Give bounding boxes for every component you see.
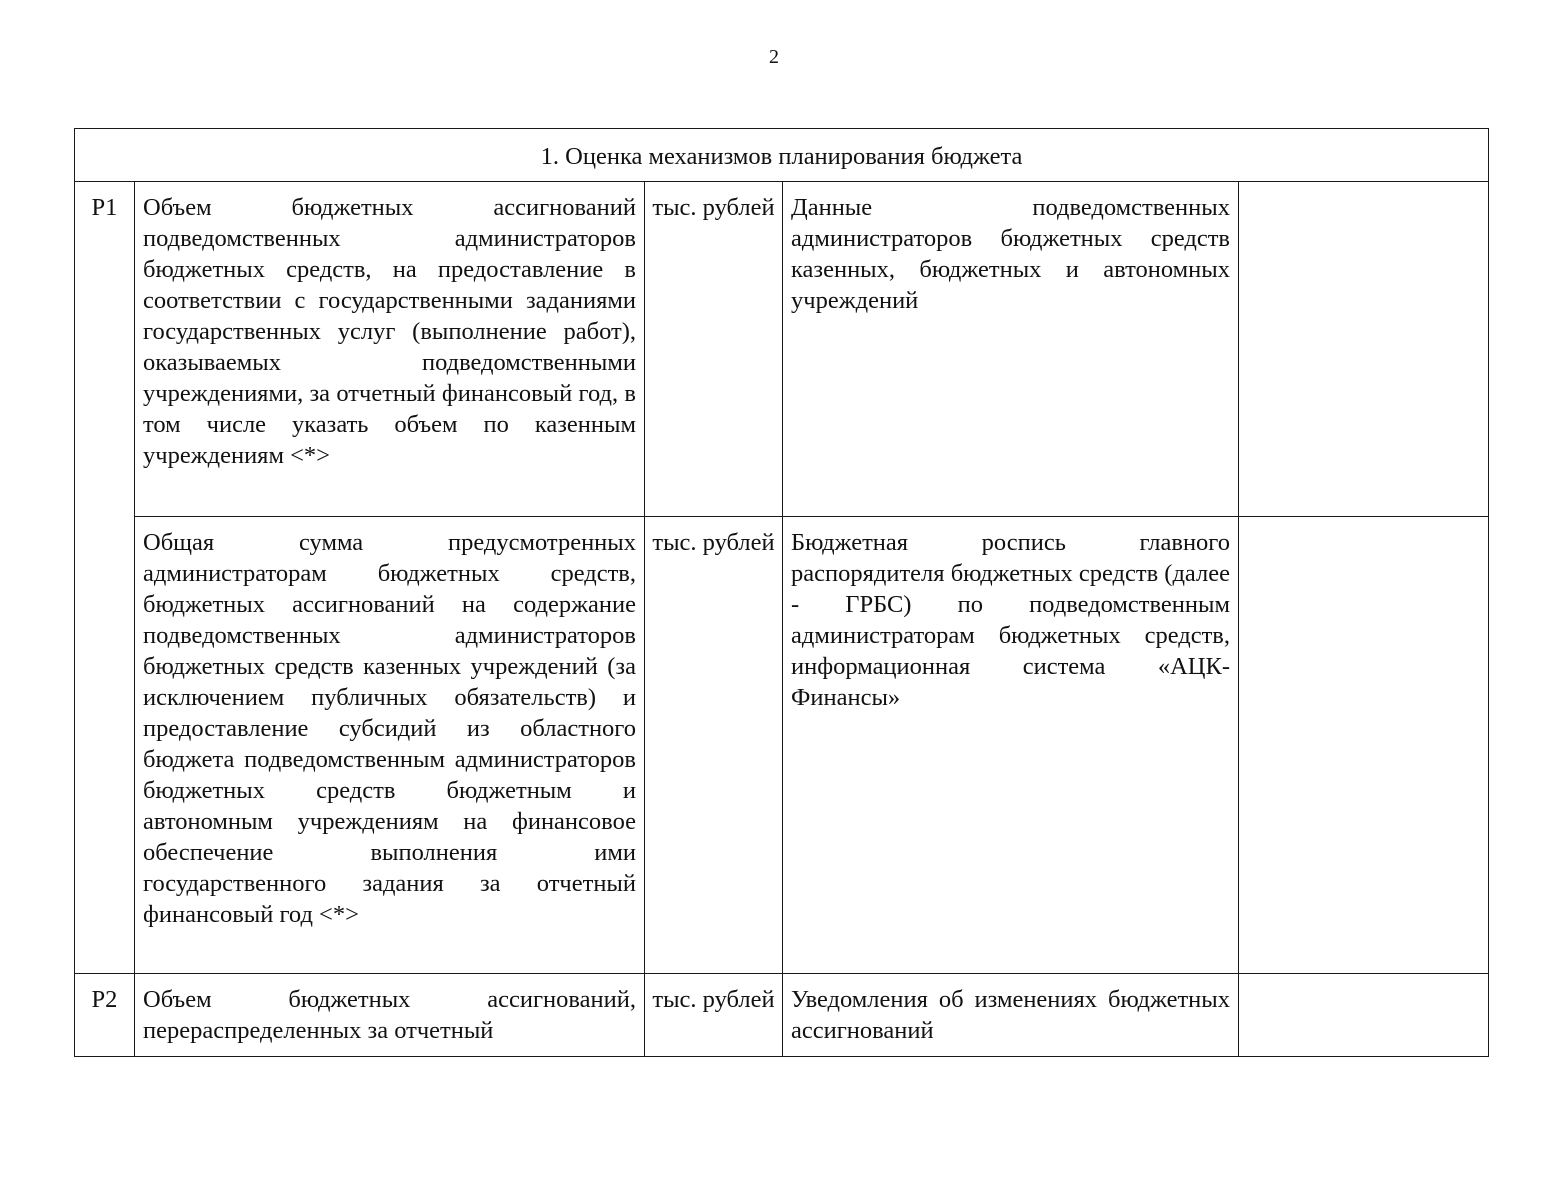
indicator-description: Общая сумма предусмотренных администраторам бюджетных средств, бюджетных ассигнований на содержание подведомственных администраторов бюджетных средств казенных учреждений (за исключением публичных обязательств) и предоставление субсидий из областного бюджета подведомственным администраторов бюджетных средств бюджетным и автономным учреждениям на финансовое обеспечение выполнения ими государственного задания за отчетный финансовый год <*> (135, 517, 645, 974)
section-header-row (75, 129, 1489, 182)
indicator-unit: тыс. рублей (645, 974, 783, 1057)
indicator-description: Объем бюджетных ассигнований, перераспределенных за отчетный (135, 974, 645, 1057)
table-row (75, 974, 1489, 1057)
table-row (75, 182, 1489, 517)
indicator-source: Данные подведомственных администраторов бюджетных средств казенных, бюджетных и автономных учреждений (783, 182, 1239, 517)
indicator-code (75, 517, 135, 974)
indicator-value (1239, 182, 1489, 517)
indicator-source: Уведомления об изменениях бюджетных ассигнований (783, 974, 1239, 1057)
indicator-value (1239, 974, 1489, 1057)
table-row (75, 517, 1489, 974)
page-number: 2 (769, 46, 779, 68)
indicator-value (1239, 517, 1489, 974)
indicator-unit: тыс. рублей (645, 517, 783, 974)
indicator-code: P1 (75, 182, 135, 517)
indicator-description: Объем бюджетных ассигнований подведомственных администраторов бюджетных средств, на предоставление в соответствии с государственными заданиями государственных услуг (выполнение работ), оказываемых подведомственными учреждениями, за отчетный финансовый год, в том числе указать объем по казенным учреждениям <*> (135, 182, 645, 517)
indicator-source: Бюджетная роспись главного распорядителя бюджетных средств (далее - ГРБС) по подведомственным администраторам бюджетных средств, информационная система «АЦК-Финансы» (783, 517, 1239, 974)
indicator-unit: тыс. рублей (645, 182, 783, 517)
assessment-table (74, 128, 1489, 1057)
section-title: 1. Оценка механизмов планирования бюджета (75, 129, 1489, 182)
indicator-code: P2 (75, 974, 135, 1057)
